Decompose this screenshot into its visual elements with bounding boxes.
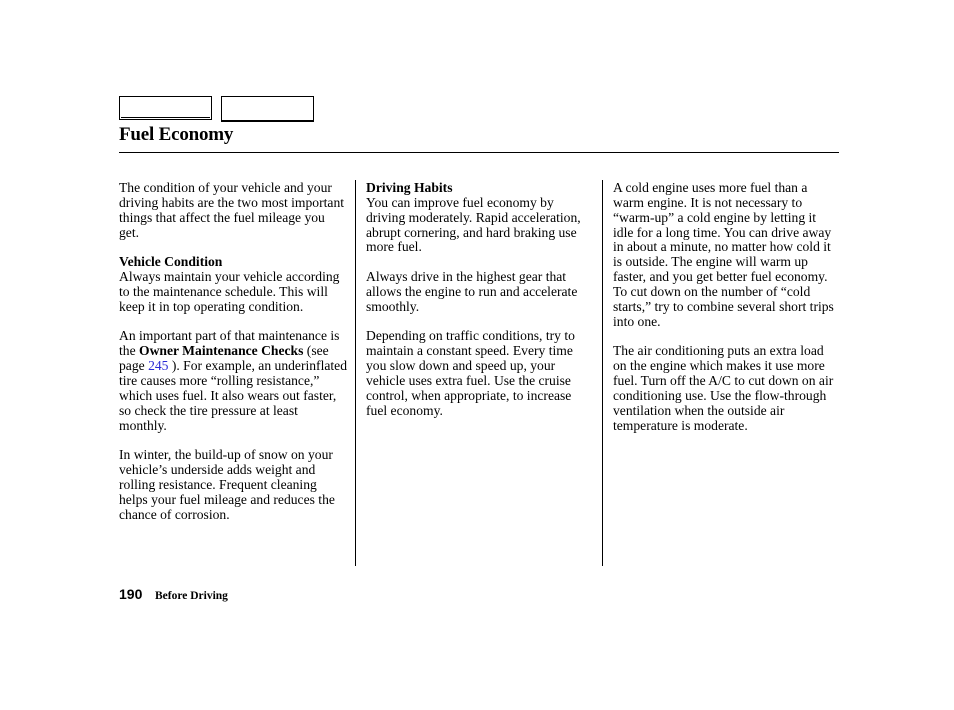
air-conditioning-paragraph: The air conditioning puts an extra load on the engine which makes it use more fuel. Turn off the A/C to cut down on air conditioning use. Use the flow-through ventilation when the outside air temperature is moderate. [613, 343, 834, 433]
cold-engine-paragraph: A cold engine uses more fuel than a warm engine. It is not necessary to “warm-up” a cold engine by letting it idle for a long time. You can drive away in about a minute, no matter how cold it is outside. The engine will warm up faster, and you get better fuel economy. To cut down on the number of “cold starts,” try to combine several short trips into one. [613, 180, 834, 329]
maintenance-paragraph: An important part of that maintenance is the Owner Maintenance Checks (see page 245 ). For example, an underinflated tire causes more “rolling resistance,” which uses fuel. It also wears out faster, so check the tire pressure at least monthly. [119, 328, 347, 433]
vehicle-condition-heading: Vehicle Condition [119, 254, 223, 270]
winter-paragraph: In winter, the build-up of snow on your vehicle’s underside adds weight and rolling resistance. Frequent cleaning helps your fuel mileage and reduces the chance of corrosion. [119, 447, 335, 522]
highest-gear-paragraph: Always drive in the highest gear that allows the engine to run and accelerate smoothly. [366, 269, 578, 314]
page-title: Fuel Economy [119, 124, 234, 145]
nav-button-index[interactable] [221, 96, 314, 122]
page-245-link[interactable]: 245 [148, 358, 169, 374]
column-2 [366, 181, 594, 433]
vehicle-condition-paragraph: Always maintain your vehicle according to the maintenance schedule. This will keep it in top operating condition. [119, 269, 340, 314]
driving-habits-heading: Driving Habits [366, 180, 453, 195]
constant-speed-paragraph: Depending on traffic conditions, try to maintain a constant speed. Every time you slow down and speed up, your vehicle uses extra fuel. Use the cruise control, when appropriate, to increase fuel economy. [366, 328, 575, 418]
driving-moderately-paragraph: You can improve fuel economy by driving moderately. Rapid acceleration, abrupt cornering, and hard braking use more fuel. [366, 194, 581, 255]
column-divider-1 [355, 180, 356, 566]
nav-button-main-menu[interactable] [119, 96, 212, 120]
section-name: Before Driving [155, 590, 228, 602]
title-divider [119, 152, 839, 153]
page-number: 190 [119, 586, 143, 602]
owner-maintenance-checks-term: Owner Maintenance Checks [139, 343, 304, 359]
column-3 [613, 181, 839, 448]
column-1 [119, 181, 347, 537]
intro-paragraph: The condition of your vehicle and your driving habits are the two most important things that affect the fuel mileage you get. [119, 180, 345, 240]
column-divider-2 [602, 180, 603, 566]
